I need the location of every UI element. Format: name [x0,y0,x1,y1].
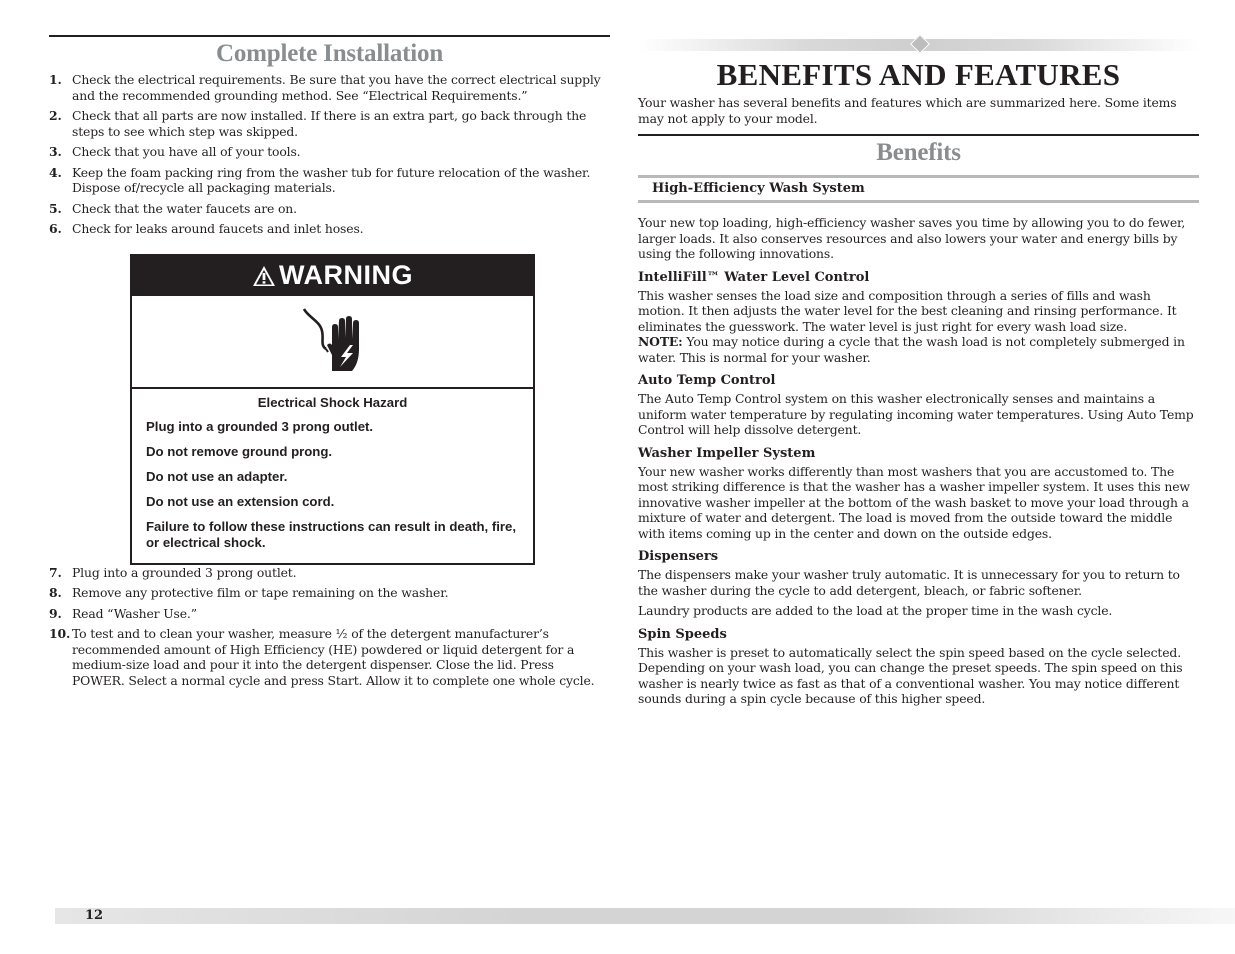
warning-triangle-icon [252,265,276,287]
left-column [49,35,610,693]
list-item: 7. Plug into a grounded 3 prong outlet. [49,564,297,580]
footer-bar [55,908,1235,924]
list-item: 5. Check that the water faucets are on. [49,200,297,216]
list-item: 10. To test and to clean your washer, measure ½ of the detergent manufacturer’s recommended amount of High Efficiency (HE) powdered or liquid detergent for a medium-size load and pour it into the detergent dispenser. Close the lid. Press POWER. Select a normal cycle and press Start. Allow it to complete one whole cycle. [49,626,595,688]
feature-heading: Auto Temp Control [638,373,776,388]
list-item: 8. Remove any protective film or tape remaining on the washer. [49,585,449,600]
feature-impeller [638,446,1199,542]
feature-text: Laundry products are added to the load at the proper time in the wash cycle. [638,603,1113,618]
list-item: 6. Check for leaks around faucets and inlet hoses. [49,221,364,236]
diamond-icon [910,34,930,54]
warning-line: Do not use an adapter. [146,468,288,484]
warning-label: WARNING [279,260,413,290]
warning-box [130,254,535,565]
right-column [638,35,1199,715]
warning-line: Failure to follow these instructions can result in death, fire, or electrical shock. [146,518,517,550]
warning-line: Do not remove ground prong. [146,443,333,459]
section-title-complete-installation: Complete Installation [215,40,444,67]
warning-pictogram [132,296,533,389]
feature-text: This washer senses the load size and composition through a series of fills and wash motion. It then adjusts the water level for the best cleaning and rinsing performance. It eliminates the guesswork. The water level is just right for every wash load size. NOTE: You may notice during a cycle that the wash load is not completely submerged in water. This is normal for your washer. [638,287,1185,365]
note-label: NOTE: [638,334,683,349]
warning-line: Plug into a grounded 3 prong outlet. [146,418,374,434]
section-rule [638,134,1199,136]
list-item: 1. Check the electrical requirements. Be sure that you have the correct electrical supply and the recommended grounding method. See “Electrical Requirements.” [49,72,601,103]
electrical-shock-hand-icon [298,305,368,377]
list-item: 4. Keep the foam packing ring from the washer tub for future relocation of the washer. Dispose of/recycle all packaging materials. [49,164,591,195]
list-item: 2. Check that all parts are now installed. If there is an extra part, go back through the steps to see which step was skipped. [49,108,587,139]
warning-header [132,256,533,296]
feature-auto-temp [638,373,1199,438]
page-title: BENEFITS AND FEATURES [716,57,1121,92]
warning-text [132,389,533,563]
page-number: 12 [85,908,104,923]
list-item: 3. Check that you have all of your tools. [49,144,301,159]
feature-heading: Spin Speeds [638,626,727,642]
section-title-benefits: Benefits [876,139,961,166]
feature-text: This washer is preset to automatically select the spin speed based on the cycle selected. Depending on your wash load, you can change the preset speeds. The spin speed on this washer is nearly twice as fast as that of a conventional washer. You may notice different sounds during a spin cycle because of this higher speed. [638,644,1183,706]
hazard-title: Electrical Shock Hazard [257,394,408,410]
feature-spin-speeds [638,627,1199,707]
top-rule-left [49,35,610,37]
feature-dispensers [638,549,1199,619]
decorative-divider [638,39,1199,51]
subsection-intro: Your new top loading, high-efficiency washer saves you time by allowing you to do fewer, larger loads. It also conserves resources and also lowers your water and energy bills by using the following innovations. [638,215,1186,261]
feature-intellifill [638,270,1199,366]
feature-text: Your new washer works differently than most washers that you are accustomed to. The most striking difference is that the washer has a washer impeller system. It uses this new innovative washer impeller at the bottom of the wash basket to move your load through a mixture of water and detergent. The load is moved from the outside toward the middle with items coming up in the center and down on the outside edges. [638,463,1190,541]
list-item: 9. Read “Washer Use.” [49,605,197,621]
subsection-header: High-Efficiency Wash System [638,175,1199,203]
feature-text: The Auto Temp Control system on this washer electronically senses and maintains a uniform water temperature by regulating incoming water temperatures. Using Auto Temp Control will help dissolve detergent. [638,391,1194,437]
feature-heading: Dispensers [638,549,719,564]
feature-heading: Washer Impeller System [638,445,816,461]
installation-steps-list [49,72,610,237]
feature-heading: IntelliFill™ Water Level Control [638,269,870,285]
installation-steps-list-continued [49,565,610,689]
intro-text: Your washer has several benefits and features which are summarized here. Some items may not apply to your model. [638,95,1177,126]
feature-text: The dispensers make your washer truly automatic. It is unnecessary for you to return to the washer during the cycle to add detergent, bleach, or fabric softener. [638,567,1180,598]
warning-line: Do not use an extension cord. [146,493,335,509]
